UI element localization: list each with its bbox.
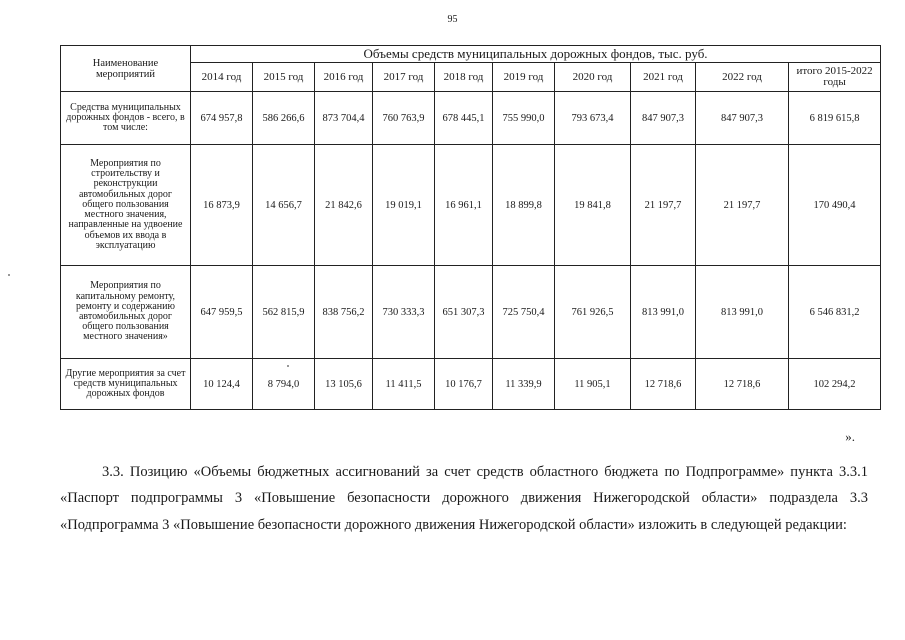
year-header: 2018 год	[435, 63, 493, 92]
table-cell: 102 294,2	[789, 359, 881, 410]
table-cell: 12 718,6	[631, 359, 696, 410]
scan-speck	[8, 274, 10, 276]
table-cell: 6 546 831,2	[789, 266, 881, 359]
table-cell: 651 307,3	[435, 266, 493, 359]
row-label: Другие мероприятия за счет средств муниципальных дорожных фондов	[61, 359, 191, 410]
row-label: Мероприятия по капитальному ремонту, ремонту и содержанию автомобильных дорог общего пользования местного значения»	[61, 266, 191, 359]
table-cell: 16 961,1	[435, 145, 493, 266]
table-cell: 6 819 615,8	[789, 92, 881, 145]
table-cell: 730 333,3	[373, 266, 435, 359]
table-row	[61, 266, 881, 359]
table-cell: 13 105,6	[315, 359, 373, 410]
table-cell: 647 959,5	[191, 266, 253, 359]
table-cell: 11 411,5	[373, 359, 435, 410]
table-row	[61, 145, 881, 266]
table-cell: 19 019,1	[373, 145, 435, 266]
table-cell: 18 899,8	[493, 145, 555, 266]
table-cell: 761 926,5	[555, 266, 631, 359]
table-cell: 674 957,8	[191, 92, 253, 145]
table-cell: 8 794,0	[253, 359, 315, 410]
row-label: Мероприятия по строительству и реконструкции автомобильных дорог общего пользования местного значения, направленные на удвоение объемов их ввода в эксплуатацию	[61, 145, 191, 266]
table-cell: 847 907,3	[696, 92, 789, 145]
table-cell: 21 197,7	[631, 145, 696, 266]
table-cell: 562 815,9	[253, 266, 315, 359]
year-header: 2022 год	[696, 63, 789, 92]
year-header: 2015 год	[253, 63, 315, 92]
road-funds-table	[60, 45, 881, 410]
table-cell: 14 656,7	[253, 145, 315, 266]
table-cell: 21 842,6	[315, 145, 373, 266]
body-paragraph: 3.3. Позицию «Объемы бюджетных ассигнований за счет средств областного бюджета по Подпрограмме» пункта 3.3.1 «Паспорт подпрограммы 3 «Повышение безопасности дорожного движения Нижегородской области» подраздела 3.3 «Подпрограмма 3 «Повышение безопасности дорожного движения Нижегородской области» изложить в следующей редакции:	[60, 463, 868, 533]
table-cell: 760 763,9	[373, 92, 435, 145]
page-number: 95	[447, 14, 458, 25]
year-header: 2017 год	[373, 63, 435, 92]
table-cell: 755 990,0	[493, 92, 555, 145]
table-cell: 11 339,9	[493, 359, 555, 410]
closing-quote: ».	[845, 429, 855, 444]
table-cell: 19 841,8	[555, 145, 631, 266]
year-header: 2014 год	[191, 63, 253, 92]
table-row	[61, 92, 881, 145]
table-cell: 170 490,4	[789, 145, 881, 266]
name-column-header: Наименование мероприятий	[61, 46, 191, 92]
table-cell: 21 197,7	[696, 145, 789, 266]
row-label: Средства муниципальных дорожных фондов - всего, в том числе:	[61, 92, 191, 145]
table-cell: 838 756,2	[315, 266, 373, 359]
table-cell: 847 907,3	[631, 92, 696, 145]
table-cell: 12 718,6	[696, 359, 789, 410]
table-cell: 10 176,7	[435, 359, 493, 410]
table-cell: 813 991,0	[631, 266, 696, 359]
scan-speck	[287, 365, 289, 367]
table-cell: 11 905,1	[555, 359, 631, 410]
table-cell: 10 124,4	[191, 359, 253, 410]
table-cell: 586 266,6	[253, 92, 315, 145]
table-cell: 678 445,1	[435, 92, 493, 145]
volume-group-header: Объемы средств муниципальных дорожных фондов, тыс. руб.	[191, 46, 881, 63]
total-header: итого 2015-2022 годы	[789, 63, 881, 92]
year-header: 2020 год	[555, 63, 631, 92]
table-header-row	[61, 46, 881, 63]
table-cell: 725 750,4	[493, 266, 555, 359]
year-header: 2021 год	[631, 63, 696, 92]
table-cell: 813 991,0	[696, 266, 789, 359]
year-header: 2016 год	[315, 63, 373, 92]
table-row	[61, 359, 881, 410]
table-cell: 873 704,4	[315, 92, 373, 145]
year-header: 2019 год	[493, 63, 555, 92]
table-cell: 793 673,4	[555, 92, 631, 145]
table-cell: 16 873,9	[191, 145, 253, 266]
